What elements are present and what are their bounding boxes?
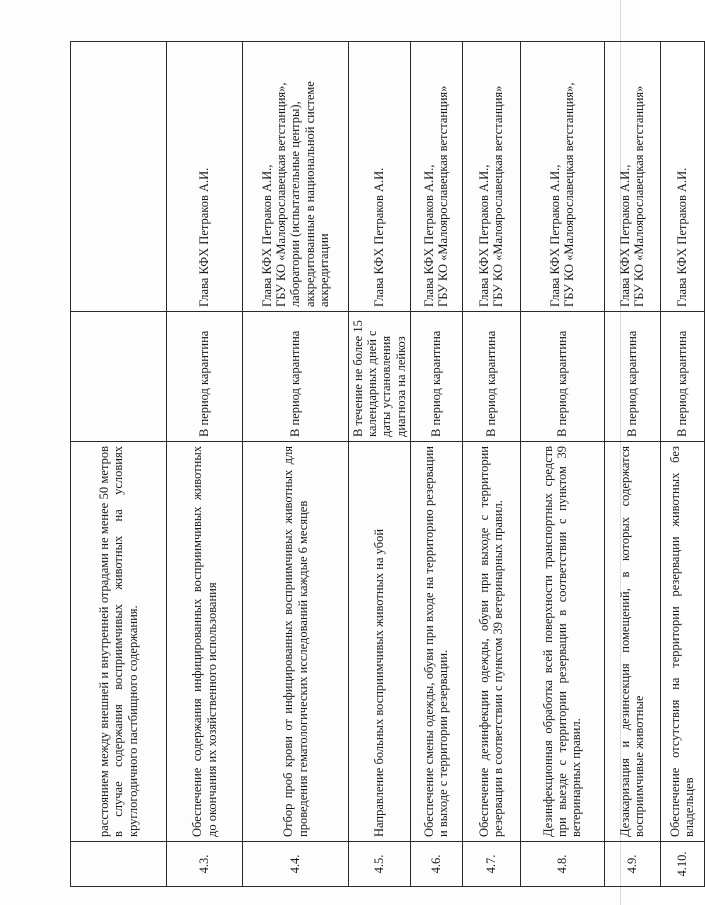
responsible-cell bbox=[349, 42, 411, 312]
row-number-cell: 4.5. bbox=[349, 842, 411, 887]
event-cell: Отбор проб крови от инфицированных восприимчивых животных для проведения гематологических исследований каждые 6 месяцев bbox=[243, 442, 349, 842]
row-number-cell: 4.7. bbox=[462, 842, 520, 887]
responsible-cell bbox=[520, 42, 604, 312]
term-cell: В период карантина bbox=[243, 312, 349, 442]
row-number-cell: 4.6. bbox=[410, 842, 462, 887]
table-row bbox=[462, 42, 520, 887]
responsible-line: Глава КФХ Петраков А.И. bbox=[197, 167, 212, 307]
responsible-cell bbox=[71, 42, 167, 312]
term-cell: В период карантина bbox=[520, 312, 604, 442]
responsible-line: лаборатории (испытательные центры), аккредитованные в национальной системе аккредитации bbox=[288, 81, 331, 307]
responsible-line: ГБУ КО «Малоярославецкая ветстанция», bbox=[562, 82, 577, 307]
term-cell: В период карантина bbox=[410, 312, 462, 442]
term-cell: В период карантина bbox=[462, 312, 520, 442]
responsible-cell bbox=[243, 42, 349, 312]
table-row bbox=[660, 42, 704, 887]
responsible-line: Глава КФХ Петраков А.И. bbox=[675, 167, 690, 307]
table-body bbox=[71, 42, 705, 887]
term-cell bbox=[71, 312, 167, 442]
responsible-line: ГБУ КО «Малоярославецкая ветстанция», bbox=[274, 82, 289, 307]
responsible-cell bbox=[462, 42, 520, 312]
row-number-cell: 4.9. bbox=[604, 842, 660, 887]
responsible-line: ГБУ КО «Малоярославецкая ветстанция» bbox=[491, 85, 506, 307]
responsible-cell bbox=[410, 42, 462, 312]
table-row bbox=[604, 42, 660, 887]
event-cell: Обеспечение содержания инфицированных восприимчивых животных до окончания их хозяйственного использования bbox=[167, 442, 243, 842]
row-number-cell: 4.4. bbox=[243, 842, 349, 887]
event-cell: Направление больных восприимчивых животных на убой bbox=[349, 442, 411, 842]
table-row bbox=[349, 42, 411, 887]
event-cell: Обеспечение дезинфекции одежды, обуви при выходе с территории резервации в соответствии с пунктом 39 ветеринарных правил. bbox=[462, 442, 520, 842]
table-row-continuation bbox=[71, 42, 167, 887]
table-row bbox=[167, 42, 243, 887]
term-cell: В период карантина bbox=[167, 312, 243, 442]
responsible-line: ГБУ КО «Малоярославецкая ветстанция» bbox=[632, 85, 647, 307]
responsible-line: Глава КФХ Петраков А.И., bbox=[618, 164, 633, 307]
responsible-cell bbox=[167, 42, 243, 312]
row-number-cell: 4.10. bbox=[660, 842, 704, 887]
responsible-line: Глава КФХ Петраков А.И., bbox=[548, 164, 563, 307]
event-cell: расстоянием между внешней и внутренней отрадами не менее 50 метров в случае содержания восприимчивых животных на условиях круглогодичного пастбищного содержания. bbox=[71, 442, 167, 842]
event-cell: Дезинфекционная обработка всей поверхности транспортных средств при выезде с территории резервации в соответствии с пунктом 39 ветеринарных правил. bbox=[520, 442, 604, 842]
table-row bbox=[520, 42, 604, 887]
responsible-line: Глава КФХ Петраков А.И. bbox=[372, 167, 387, 307]
row-number-cell: 4.3. bbox=[167, 842, 243, 887]
responsible-cell bbox=[660, 42, 704, 312]
table-row bbox=[243, 42, 349, 887]
term-cell: В период карантина bbox=[604, 312, 660, 442]
event-cell: Дезакаризация и дезинсекция помещений, в которых содержатся восприимчивые животные bbox=[604, 442, 660, 842]
responsible-line: Глава КФХ Петраков А.И., bbox=[259, 164, 274, 307]
event-cell: Обеспечение отсутствия на территории резервации животных без владельцев bbox=[660, 442, 704, 842]
table-row bbox=[410, 42, 462, 887]
quarantine-measures-table bbox=[70, 41, 705, 887]
term-cell: В период карантина bbox=[660, 312, 704, 442]
row-number-cell bbox=[71, 842, 167, 887]
responsible-cell bbox=[604, 42, 660, 312]
term-cell: В течение не более 15 календарных дней с даты установления диагноза на лейкоз bbox=[349, 312, 411, 442]
responsible-line: Глава КФХ Петраков А.И., bbox=[477, 164, 492, 307]
row-number-cell: 4.8. bbox=[520, 842, 604, 887]
responsible-line: ГБУ КО «Малоярославецкая ветстанция» bbox=[436, 85, 451, 307]
responsible-line: Глава КФХ Петраков А.И., bbox=[422, 164, 437, 307]
event-cell: Обеспечение смены одежды, обуви при входе на территорию резервации и выходе с территории резервации. bbox=[410, 442, 462, 842]
